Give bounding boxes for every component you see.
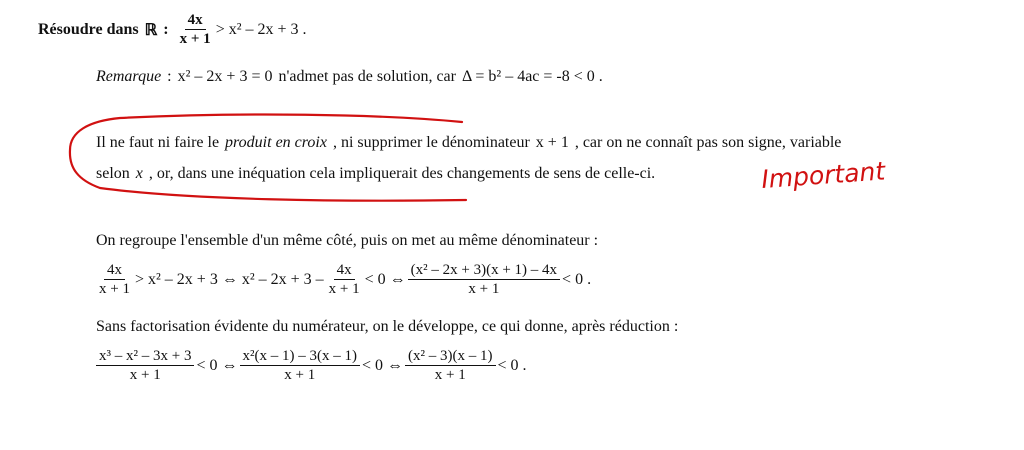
remark-equation: x² – 2x + 3 = 0: [177, 68, 273, 85]
step2-f3-denominator: x + 1: [434, 367, 466, 383]
problem-colon: :: [163, 20, 169, 38]
step2-f3-numerator: (x² – 3)(x – 1): [405, 348, 495, 366]
step2-f2-numerator: x²(x – 1) – 3(x – 1): [240, 348, 360, 366]
step1-f1-denominator: x + 1: [99, 281, 130, 297]
warning-text-2a: selon: [96, 165, 130, 182]
remark-colon: :: [167, 68, 172, 85]
step1-equation: [94, 262, 591, 297]
real-set-symbol: ℝ: [144, 21, 158, 39]
problem-rhs: > x² – 2x + 3 .: [215, 20, 307, 38]
step1-part-1: > x² – 2x + 3 ⇔ x² – 2x + 3 –: [134, 270, 324, 288]
step2-f2-denominator: x + 1: [284, 367, 316, 383]
step1-fraction-2: [326, 262, 363, 297]
step2-equation: [94, 348, 527, 383]
remark-text: n'admet pas de solution, car: [278, 68, 456, 85]
step2-f1-numerator: x³ – x² – 3x + 3: [96, 348, 194, 366]
red-bracket-mark: [70, 115, 466, 201]
problem-fraction-denominator: x + 1: [179, 31, 211, 47]
step1-f3-denominator: x + 1: [468, 281, 500, 297]
warning-variable-x: x: [135, 165, 143, 182]
important-handwritten-label: Important: [760, 156, 887, 194]
step1-f2-denominator: x + 1: [328, 281, 360, 297]
problem-fraction-numerator: 4x: [185, 12, 206, 30]
step1-part-3: < 0 .: [562, 270, 592, 288]
warning-text-1e: , car on ne connaît pas son signe, variable: [574, 134, 842, 151]
step2-f1-denominator: x + 1: [129, 367, 161, 383]
step2-sentence: Sans factorisation évidente du numérateur, on le développe, ce qui donne, après réduction :: [96, 318, 679, 335]
warning-text-2c: , or, dans une inéquation cela impliquerait des changements de sens de celle-ci.: [148, 165, 656, 182]
step2-fraction-1: [96, 348, 194, 383]
warning-denominator: x + 1: [535, 134, 569, 151]
warning-text-1c: , ni supprimer le dénominateur: [332, 134, 530, 151]
step1-fraction-3: [408, 262, 560, 297]
remark-delta: Δ = b² – 4ac = -8 < 0 .: [461, 68, 603, 85]
step1-fraction-1: [96, 262, 133, 297]
remark-label: Remarque: [96, 68, 162, 85]
step2-text: [96, 318, 678, 336]
step1-f3-numerator: (x² – 2x + 3)(x + 1) – 4x: [408, 262, 560, 280]
step1-part-2: < 0 ⇔: [364, 270, 406, 288]
step1-sentence: On regroupe l'ensemble d'un même côté, puis on met au même dénominateur :: [96, 232, 599, 249]
warning-produit-en-croix: produit en croix: [225, 134, 327, 151]
step1-f1-numerator: 4x: [104, 262, 125, 280]
step2-fraction-3: [405, 348, 495, 383]
problem-label: Résoudre dans: [38, 20, 139, 38]
step1-text: [96, 232, 598, 250]
step2-part-3: < 0 .: [497, 356, 527, 374]
step2-fraction-2: [240, 348, 360, 383]
warning-text-1a: Il ne faut ni faire le: [96, 134, 220, 151]
step2-part-2: < 0 ⇔: [361, 356, 404, 374]
step1-f2-numerator: 4x: [334, 262, 355, 280]
step2-part-1: < 0 ⇔: [196, 356, 238, 374]
